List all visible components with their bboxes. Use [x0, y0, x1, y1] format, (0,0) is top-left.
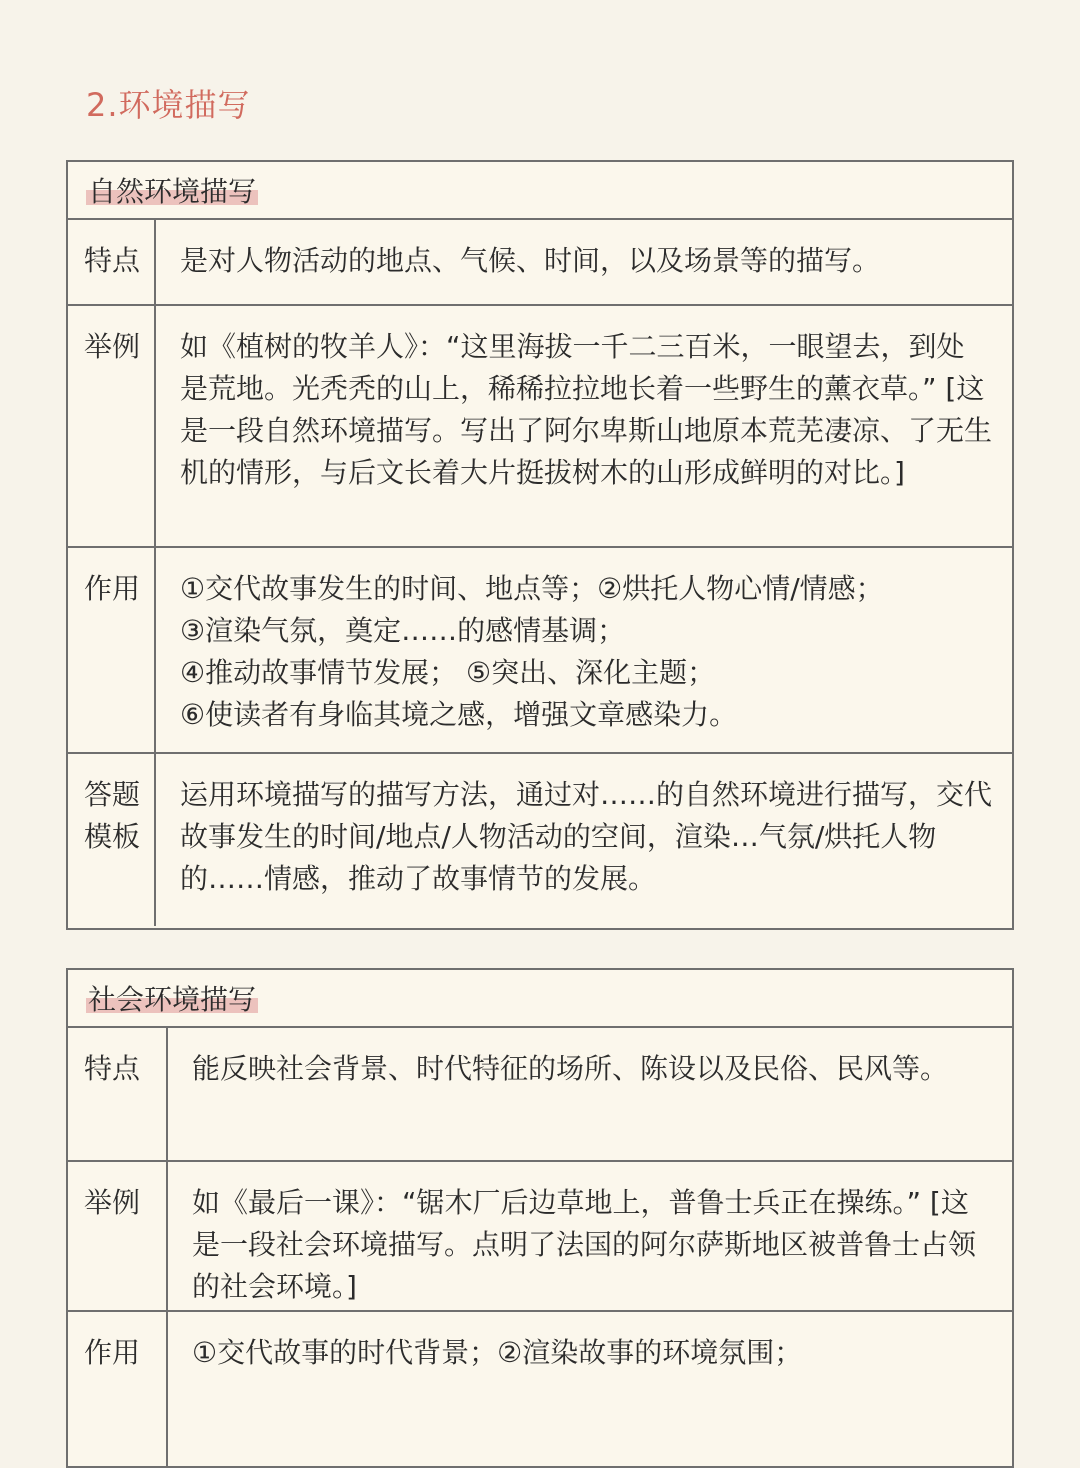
- features-row: [68, 220, 1012, 306]
- template-row: [68, 754, 1012, 926]
- function-item: ①交代故事发生的时间、地点等；②烘托人物心情/情感；: [180, 572, 884, 605]
- features-text: 是对人物活动的地点、气候、时间，以及场景等的描写。: [180, 244, 881, 277]
- function-item: ③渲染气氛，奠定……的感情基调；: [180, 614, 626, 647]
- example-row: [68, 306, 1012, 548]
- example-text: 如《最后一课》：“锯木厂后边草地上，普鲁士兵正在操练。” [这是一段社会环境描写。点明了法国的阿尔萨斯地区被普鲁士占领的社会环境。]: [192, 1186, 977, 1303]
- example-label: 举例: [68, 1162, 168, 1310]
- function-label: 作用: [68, 1312, 168, 1468]
- section-heading: 2.环境描写: [86, 86, 251, 124]
- features-label: 特点: [68, 1028, 168, 1160]
- natural-environment-card: [66, 160, 1014, 930]
- features-text: 能反映社会背景、时代特征的场所、陈设以及民俗、民风等。: [192, 1052, 949, 1085]
- features-row: [68, 1028, 1012, 1162]
- function-item: ⑥使读者有身临其境之感，增强文章感染力。: [180, 698, 738, 731]
- example-label: 举例: [68, 306, 156, 546]
- function-list: [156, 548, 1012, 752]
- function-item: ①交代故事的时代背景；②渲染故事的环境氛围；: [192, 1336, 803, 1369]
- template-label: 答题模板: [68, 754, 156, 926]
- card-title: [68, 162, 1012, 220]
- function-label: 作用: [68, 548, 156, 752]
- function-item: ④推动故事情节发展； ⑤突出、深化主题；: [180, 656, 716, 689]
- function-row: [68, 548, 1012, 754]
- natural-title: 自然环境描写: [86, 170, 258, 210]
- social-environment-card: [66, 968, 1014, 1468]
- example-row: [68, 1162, 1012, 1312]
- template-text: 运用环境描写的描写方法，通过对……的自然环境进行描写，交代故事发生的时间/地点/人物活动的空间，渲染…气氛/烘托人物的……情感，推动了故事情节的发展。: [180, 778, 993, 895]
- card-title: [68, 970, 1012, 1028]
- example-text: 如《植树的牧羊人》：“这里海拔一千二三百米，一眼望去，到处是荒地。光秃秃的山上，稀稀拉拉地长着一些野生的薰衣草。” [这是一段自然环境描写。写出了阿尔卑斯山地原本荒芜凄凉、了无生机的情形，与后文长着大片挺拔树木的山形成鲜明的对比。]: [180, 330, 993, 489]
- social-title: 社会环境描写: [86, 978, 258, 1018]
- features-label: 特点: [68, 220, 156, 304]
